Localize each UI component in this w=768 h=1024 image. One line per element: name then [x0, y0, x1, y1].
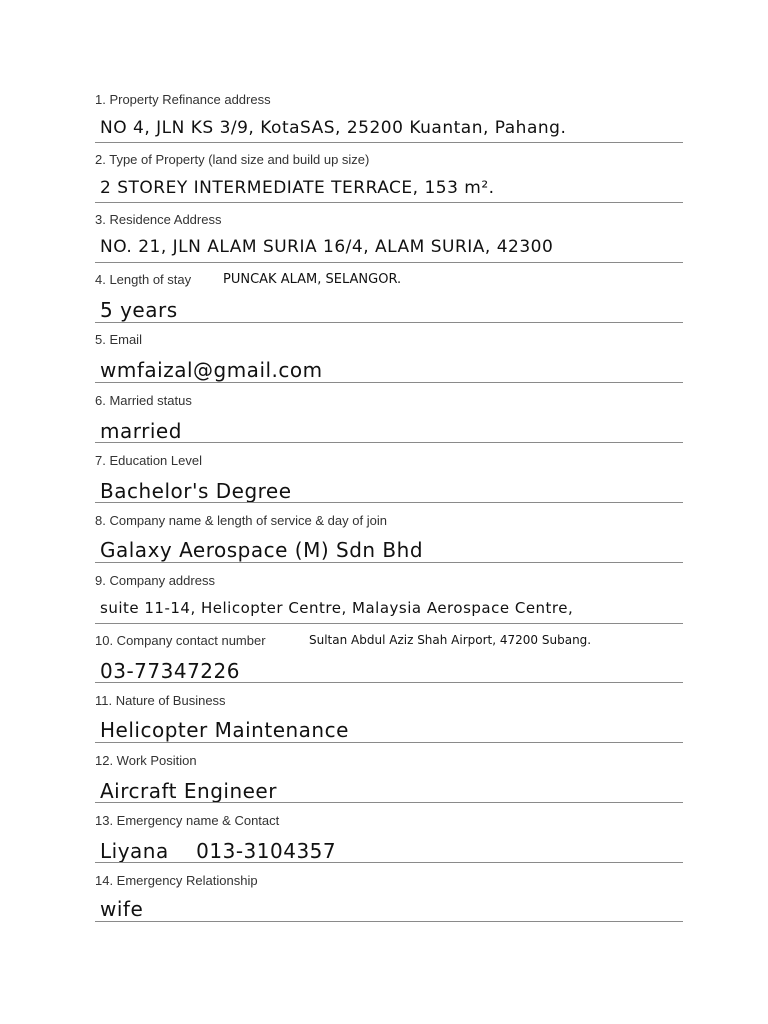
field-answer: suite 11-14, Helicopter Centre, Malaysia Aerospace Centre, [100, 599, 574, 617]
field-label: 14. Emergency Relationship [95, 873, 258, 888]
answer-line [95, 623, 683, 624]
field-label: 1. Property Refinance address [95, 92, 271, 107]
company-address-continuation: Sultan Abdul Aziz Shah Airport, 47200 Subang. [309, 633, 592, 647]
field-answer: Liyana 013-3104357 [100, 839, 337, 863]
answer-line [95, 921, 683, 922]
answer-line [95, 262, 683, 263]
field-label: 10. Company contact number [95, 633, 266, 648]
field-answer: wife [100, 897, 144, 921]
field-label: 13. Emergency name & Contact [95, 813, 280, 828]
field-label: 6. Married status [95, 393, 192, 408]
field-label: 2. Type of Property (land size and build up size) [95, 152, 370, 167]
field-label: 11. Nature of Business [95, 693, 226, 708]
answer-line [95, 202, 683, 203]
field-answer: 5 years [100, 298, 178, 322]
field-label: 7. Education Level [95, 453, 202, 468]
residence-address-continuation: PUNCAK ALAM, SELANGOR. [223, 272, 402, 287]
field-answer: 03-77347226 [100, 659, 240, 683]
answer-line [95, 862, 683, 863]
answer-line [95, 382, 683, 383]
field-answer: Bachelor's Degree [100, 479, 292, 503]
field-answer: wmfaizal@gmail.com [100, 358, 323, 382]
field-answer: Helicopter Maintenance [100, 718, 349, 742]
answer-line [95, 802, 683, 803]
field-label: 4. Length of stay [95, 272, 192, 287]
answer-line [95, 502, 683, 503]
field-label: 9. Company address [95, 573, 215, 588]
field-answer: 2 STOREY INTERMEDIATE TERRACE, 153 m². [100, 178, 495, 198]
field-answer: Aircraft Engineer [100, 779, 277, 803]
answer-line [95, 142, 683, 143]
field-label: 12. Work Position [95, 753, 197, 768]
field-label: 3. Residence Address [95, 212, 222, 227]
field-answer: NO. 21, JLN ALAM SURIA 16/4, ALAM SURIA, 42300 [100, 237, 554, 257]
field-answer: Galaxy Aerospace (M) Sdn Bhd [100, 538, 424, 562]
answer-line [95, 742, 683, 743]
field-label: 8. Company name & length of service & day of join [95, 513, 387, 528]
field-answer: NO 4, JLN KS 3/9, KotaSAS, 25200 Kuantan, Pahang. [100, 118, 567, 138]
field-answer: married [100, 419, 182, 443]
answer-line [95, 322, 683, 323]
answer-line [95, 682, 683, 683]
answer-line [95, 442, 683, 443]
answer-line [95, 562, 683, 563]
field-label: 5. Email [95, 332, 142, 347]
